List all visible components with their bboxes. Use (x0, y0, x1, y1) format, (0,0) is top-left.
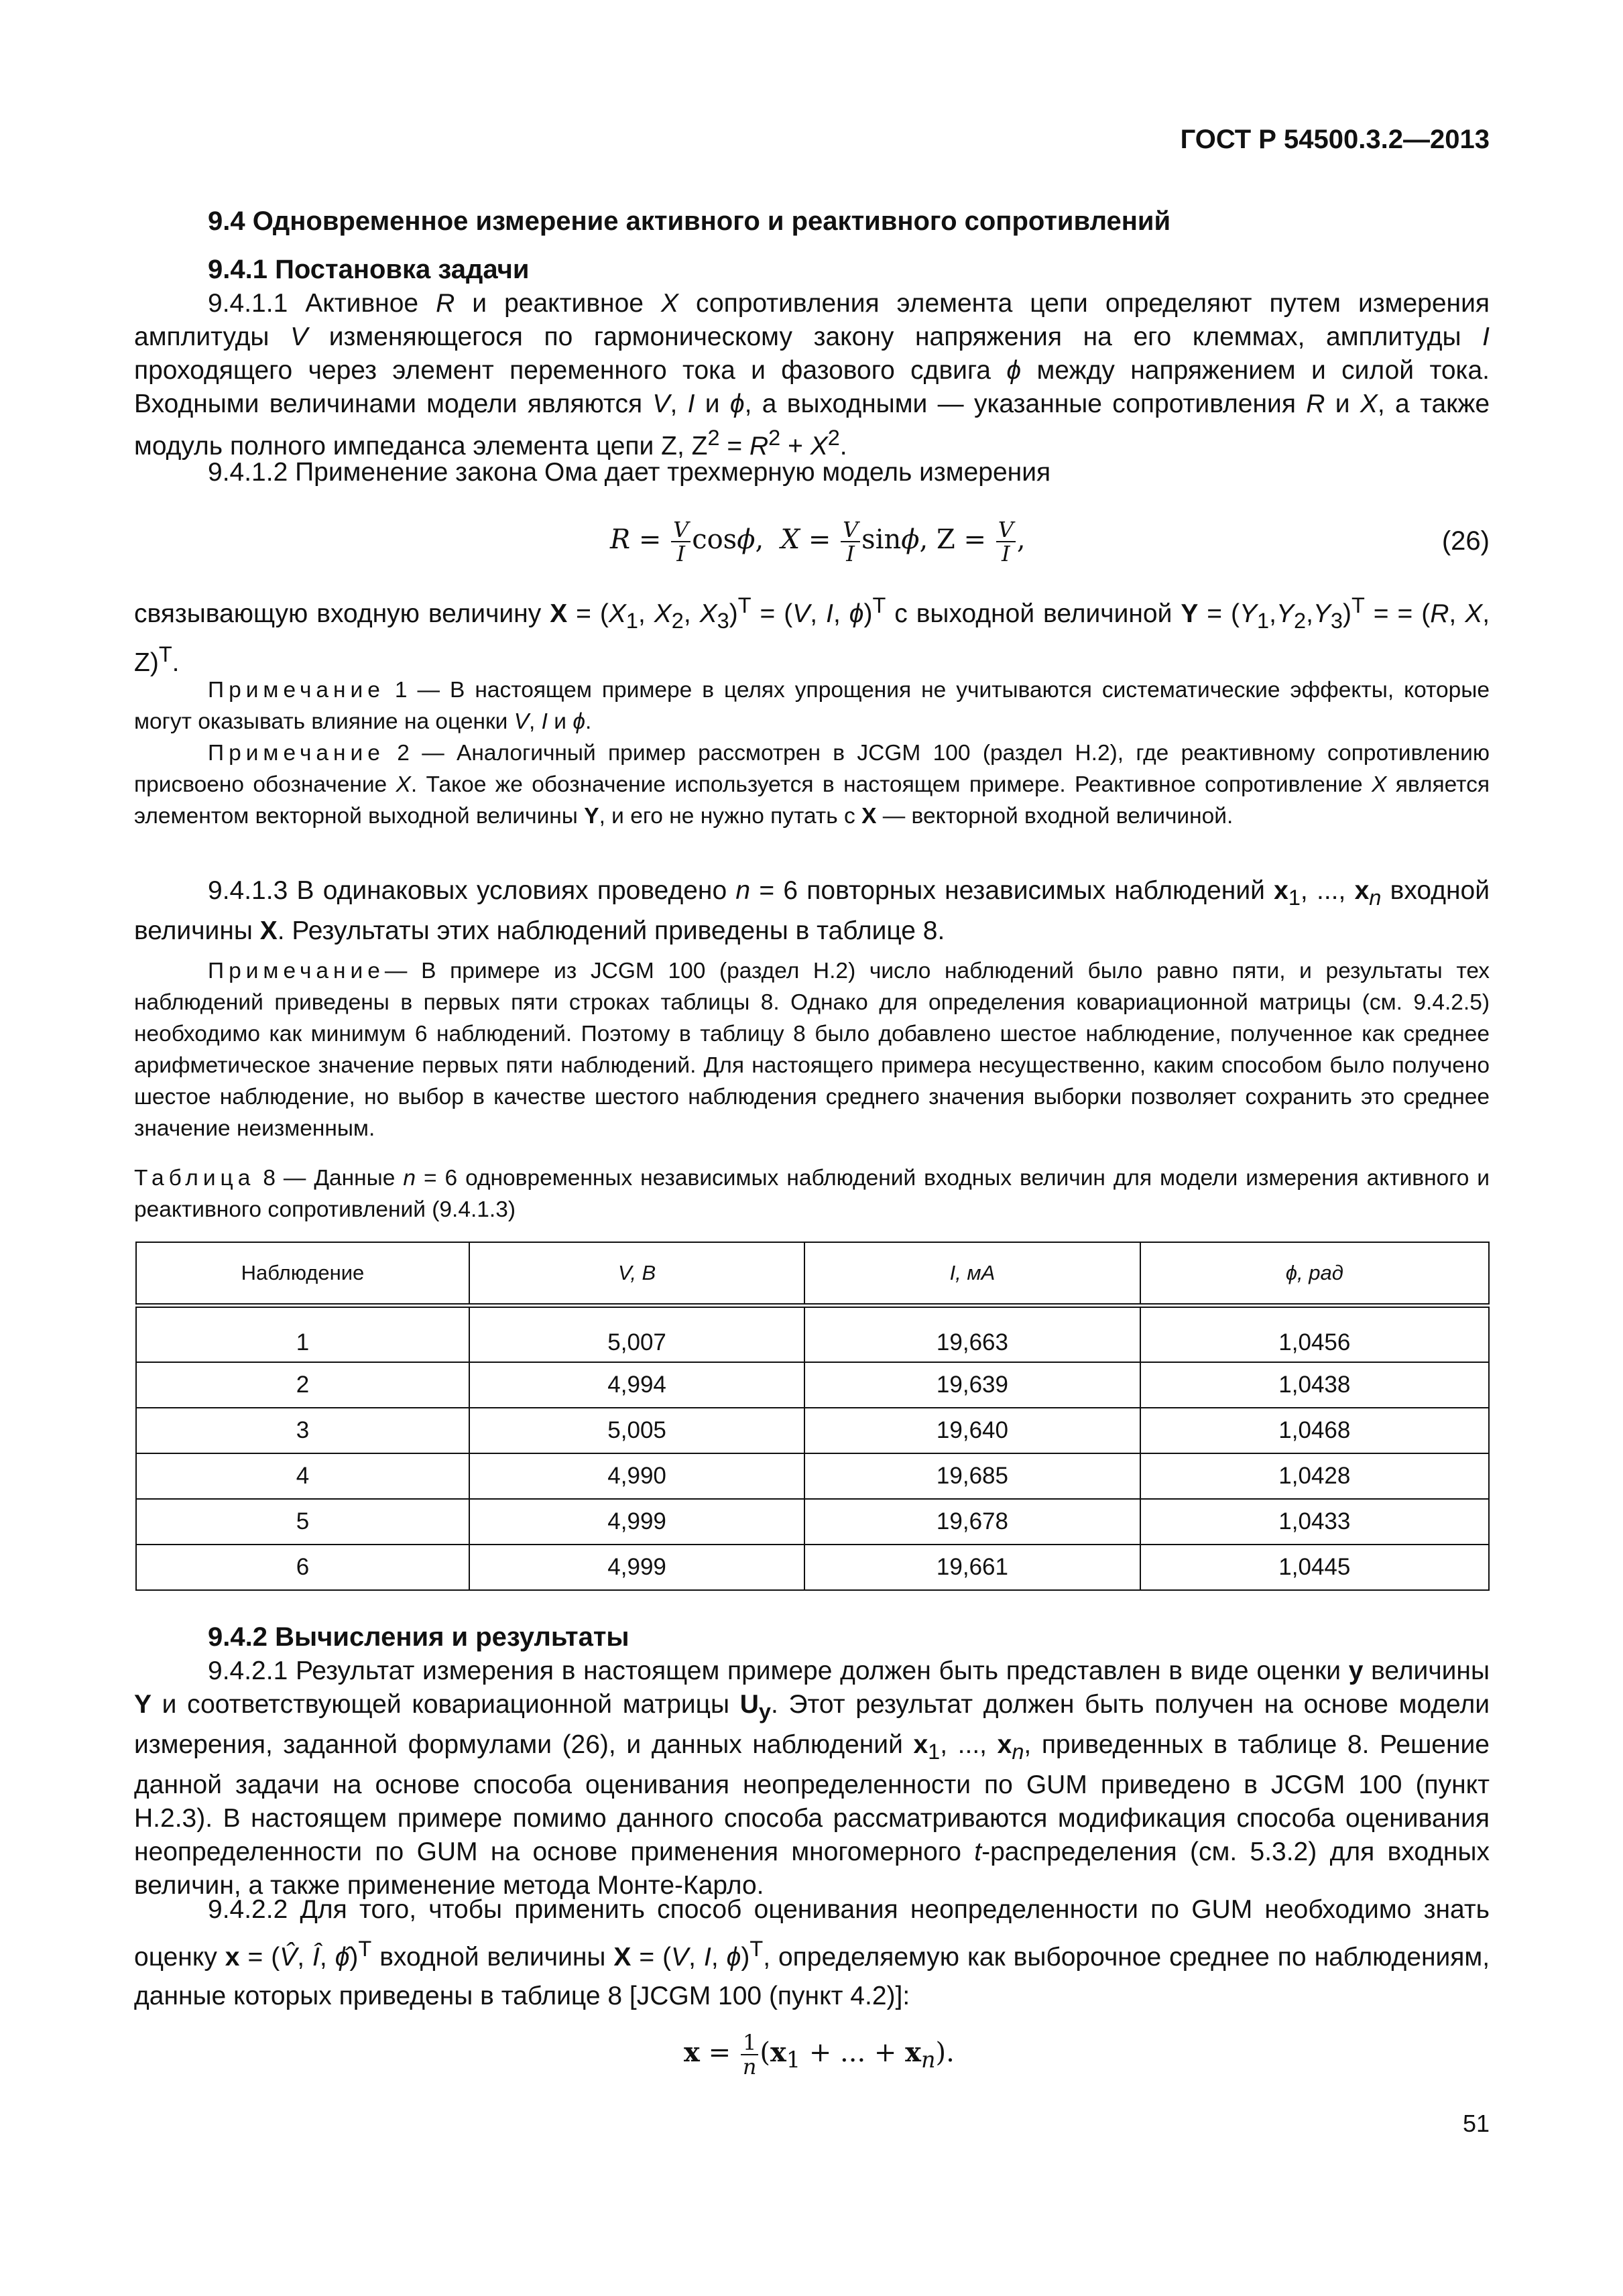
table-header-row (136, 1242, 1489, 1306)
table-cell: 19,685 (804, 1453, 1140, 1499)
table-cell: 19,663 (804, 1306, 1140, 1363)
table-cell: 4,999 (469, 1499, 804, 1545)
formula-sample-mean: x = $\frac{1}{n}$ ($x_1$ + ... + $x_n$). (684, 2030, 955, 2079)
header-current-text: I, мА (949, 1261, 996, 1284)
paragraph-9-4-1-2 (134, 456, 1490, 489)
table-cell: 5 (136, 1499, 469, 1545)
table-cell: 1,0456 (1140, 1306, 1489, 1363)
table-cell: 5,007 (469, 1306, 804, 1363)
table-row (136, 1453, 1489, 1499)
paragraph-after-formula-26: связывающую входную величину $X = (X_1$, $X_2$, $X_3)^Т = (V$, I, ϕ)$^Т$ с выходной величиной $Y = (Y_1,Y_2,Y_3)^Т$ = = (R, X, Z)$^Т$. (134, 593, 1490, 677)
table-cell: 19,678 (804, 1499, 1140, 1545)
paragraph-9-4-1-2-text: 9.4.1.2 Применение закона Ома дает трехмерную модель измерения (208, 458, 1051, 487)
header-phase (1140, 1242, 1489, 1306)
table-cell: 4,990 (469, 1453, 804, 1499)
note-1: Примечание 1 — В настоящем примере в целях упрощения не учитываются систематические эффекты, которые могут оказывать влияние на оценки V, I и ϕ. (134, 678, 1490, 734)
table-row (136, 1408, 1489, 1453)
header-observation (136, 1242, 469, 1306)
observations-table (135, 1242, 1490, 1591)
equation-number-26: (26) (1441, 526, 1490, 556)
table-row (136, 1499, 1489, 1545)
formula-26: R = $\frac{V}{I}$ cosϕ, X = $\frac{V}{I}$ sinϕ, Z = $\frac{V}{I}$ , (610, 517, 1026, 566)
table-row (136, 1545, 1489, 1590)
note-3: Примечание— В примере из JCGM 100 (раздел H.2) число наблюдений было равно пяти, и результаты тех наблюдений приведены в первых пяти строках таблицы 8. Однако для определения ковариационной матрицы (см. 9.4.2.5) необходимо как минимум 6 наблюдений. Поэтому в таблицу 8 было добавлено шестое наблюдение, полученное как среднее арифметическое значение первых пяти наблюдений. Для настоящего примера несущественно, каким способом было получено шестое наблюдение, но выбор в качестве шестого наблюдения среднего значения выборки позволяет сохранить это среднее значение неизменным. (134, 959, 1490, 1141)
paragraph-9-4-1-3: 9.4.1.3 В одинаковых условиях проведено n = 6 повторных независимых наблюдений $x_1$, ..., $x_n$ входной величины X. Результаты этих наблюдений приведены в таблице 8. (134, 876, 1490, 945)
header-voltage-text: V, В (617, 1261, 656, 1284)
subsection-heading-9-4-1 (208, 253, 529, 286)
table-cell: 19,639 (804, 1362, 1140, 1408)
table-cell: 1 (136, 1306, 469, 1363)
table-cell: 1,0433 (1140, 1499, 1489, 1545)
table-cell: 2 (136, 1362, 469, 1408)
table-cell: 4 (136, 1453, 469, 1499)
note-2: Примечание 2 — Аналогичный пример рассмотрен в JCGM 100 (раздел H.2), где реактивному сопротивлению присвоено обозначение X. Такое же обозначение используется в настоящем примере. Реактивное сопротивление X является элементом векторной выходной величины Y, и его не нужно путать с X — векторной входной величиной. (134, 741, 1490, 829)
subsection-heading-9-4-2 (208, 1620, 629, 1654)
table-row (136, 1306, 1489, 1363)
table-cell: 1,0445 (1140, 1545, 1489, 1590)
header-current (804, 1242, 1140, 1306)
table-cell: 5,005 (469, 1408, 804, 1453)
table-row (136, 1362, 1489, 1408)
table-cell: 6 (136, 1545, 469, 1590)
table-cell: 1,0468 (1140, 1408, 1489, 1453)
table-cell: 3 (136, 1408, 469, 1453)
page-number: 51 (1462, 2110, 1490, 2137)
section-heading (208, 204, 1170, 238)
table-cell: 4,994 (469, 1362, 804, 1408)
paragraph-9-4-2-1: 9.4.2.1 Результат измерения в настоящем примере должен быть представлен в виде оценки y величины Y и соответствующей ковариационной матрицы $U_y$. Этот результат должен быть получен на основе модели измерения, заданной формулами (26), и данных наблюдений $x_1$, ..., $x_n$, приведенных в таблице 8. Решение данной задачи на основе способа оценивания неопределенности по GUM приведено в JCGM 100 (пункт H.2.3). В настоящем примере помимо данного способа рассматриваются модификация способа оценивания неопределенности по GUM на основе применения многомерного t-распределения (см. 5.3.2) для входных величин, а также применение метода Монте-Карло. (134, 1656, 1490, 1900)
table-cell: 1,0428 (1140, 1453, 1489, 1499)
table-cell: 19,661 (804, 1545, 1140, 1590)
standard-code: ГОСТ Р 54500.3.2—2013 (1180, 125, 1490, 154)
header-voltage (469, 1242, 804, 1306)
header-observation-text: Наблюдение (241, 1261, 365, 1284)
paragraph-9-4-1-1: 9.4.1.1 Активное R и реактивное X сопротивления элемента цепи определяют путем измерения амплитуды V изменяющегося по гармоническому закону напряжения на его клеммах, амплитуды I проходящего через элемент переменного тока и фазового сдвига ϕ между напряжением и силой тока. Входными величинами модели являются V, I и ϕ, а выходными — указанные сопротивления R и X, а также модуль полного импеданса элемента цепи Z, $Z^2 = R^2 + X^2$. (134, 289, 1490, 461)
subsection-title-text: 9.4.1 Постановка задачи (208, 255, 530, 284)
table-cell: 1,0438 (1140, 1362, 1489, 1408)
header-phase-text: ϕ, рад (1285, 1261, 1343, 1284)
paragraph-9-4-2-2: 9.4.2.2 Для того, чтобы применить способ оценивания неопределенности по GUM необходимо знать оценку x = (V̂, Î, ϕ̂)$^Т$ входной величины X = (V, I, ϕ)$^Т$, определяемую как выборочное среднее по наблюдениям, данные которых приведены в таблице 8 [JCGM 100 (пункт 4.2)]: (134, 1895, 1490, 2010)
section-title-text: 9.4 Одновременное измерение активного и реактивного сопротивлений (208, 206, 1171, 236)
table-cell: 19,640 (804, 1408, 1140, 1453)
table-caption: Таблица 8 — Данные n = 6 одновременных независимых наблюдений входных величин для модели измерения активного и реактивного сопротивлений (9.4.1.3) (134, 1166, 1490, 1222)
table-cell: 4,999 (469, 1545, 804, 1590)
subsection-title-text: 9.4.2 Вычисления и результаты (208, 1622, 629, 1652)
